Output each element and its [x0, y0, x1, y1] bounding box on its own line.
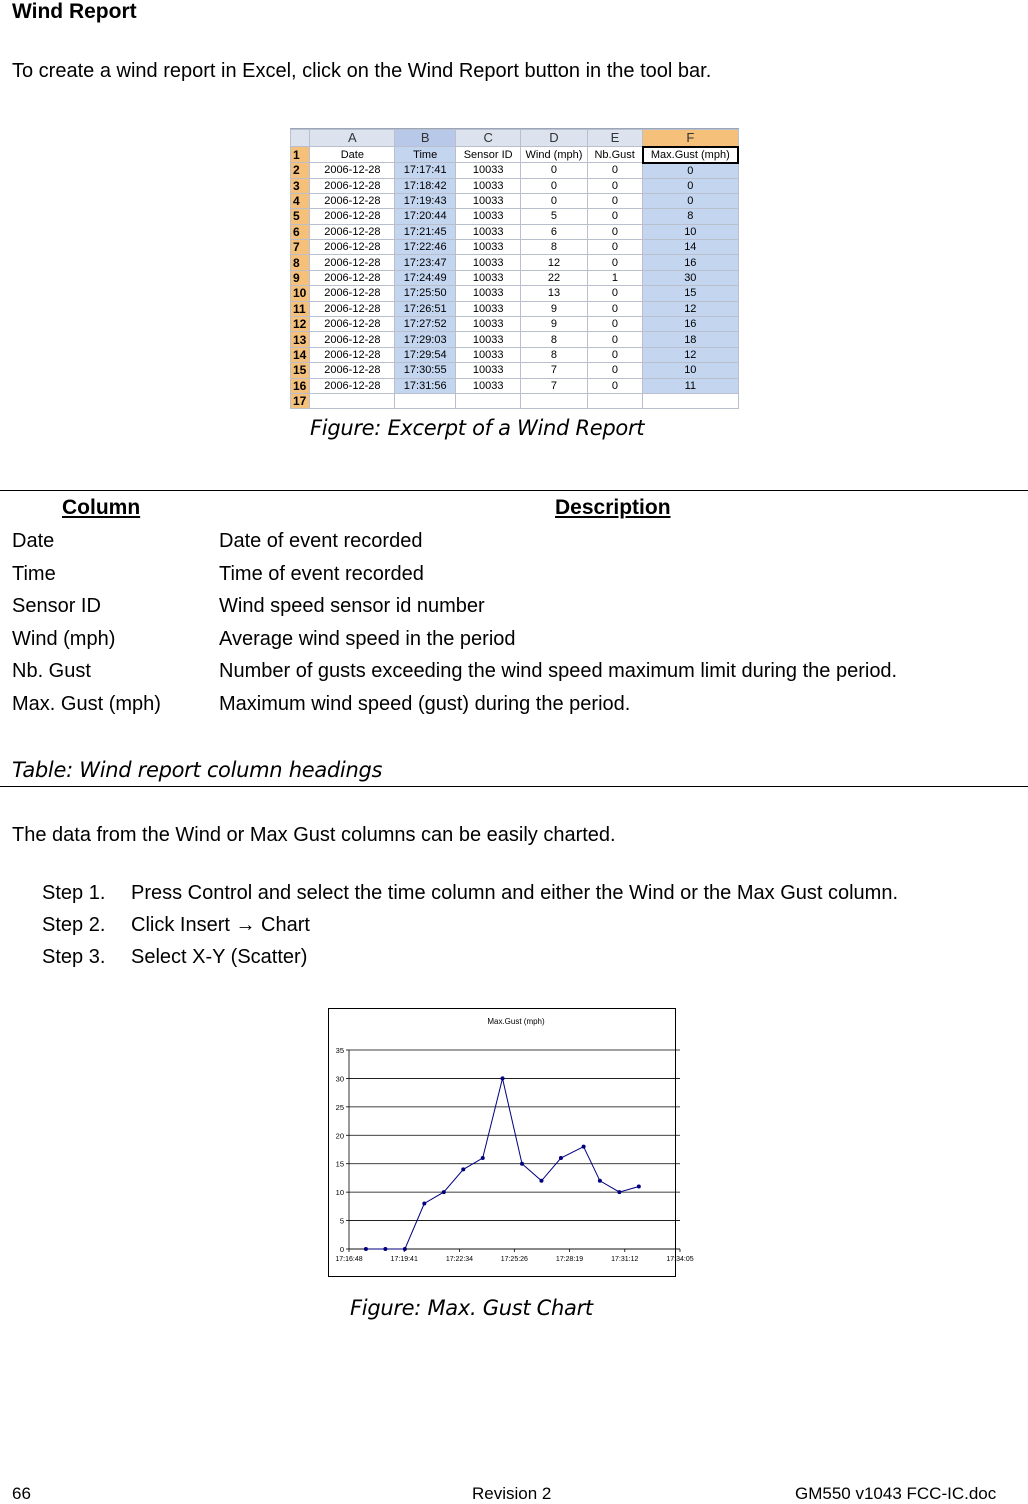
footer-page-number: 66: [12, 1484, 31, 1503]
step-text: Press Control and select the time column and either the Wind or the Max Gust column.: [131, 882, 899, 904]
sheet-time-cell: 17:25:50: [395, 286, 456, 301]
sheet-wind-cell: 12: [521, 255, 587, 270]
chart-data-point: [364, 1247, 368, 1251]
sheet-nbgust-cell: 0: [587, 209, 642, 224]
sheet-wind-cell: 8: [521, 347, 587, 362]
chart-y-tick-label: 20: [335, 1131, 344, 1141]
sheet-time-cell: 17:19:43: [395, 193, 456, 208]
sheet-cell: [521, 393, 587, 408]
step-text: Select X-Y (Scatter): [131, 946, 308, 968]
column-name: Wind (mph): [12, 627, 116, 650]
sheet-row-number: 2: [291, 163, 310, 179]
sheet-data-row: [291, 301, 739, 316]
sheet-column-letter: A: [310, 130, 395, 147]
sheet-date-cell: 2006-12-28: [310, 224, 395, 239]
sheet-wind-cell: 22: [521, 270, 587, 285]
sheet-nbgust-cell: 0: [587, 286, 642, 301]
sheet-nbgust-cell: 1: [587, 270, 642, 285]
sheet-cell: [456, 393, 521, 408]
chart-data-point: [442, 1190, 446, 1194]
sheet-nbgust-cell: 0: [587, 178, 642, 193]
step-label: Step 1.: [42, 882, 106, 904]
sheet-sensor-cell: 10033: [456, 224, 521, 239]
chart-x-tick-label: 17:22:34: [445, 1256, 474, 1263]
sheet-sensor-cell: 10033: [456, 332, 521, 347]
table-top-rule: [0, 490, 1028, 491]
figure-caption-wind-report: Figure: Excerpt of a Wind Report: [310, 416, 645, 440]
sheet-date-cell: 2006-12-28: [310, 317, 395, 332]
sheet-row-number: 9: [291, 270, 310, 285]
sheet-sensor-cell: 10033: [456, 178, 521, 193]
column-description: Wind speed sensor id number: [219, 595, 485, 618]
sheet-date-cell: 2006-12-28: [310, 347, 395, 362]
sheet-date-cell: 2006-12-28: [310, 240, 395, 255]
sheet-maxgust-cell: 12: [643, 347, 738, 362]
sheet-time-cell: 17:29:03: [395, 332, 456, 347]
sheet-nbgust-cell: 0: [587, 301, 642, 316]
sheet-header-cell: Sensor ID: [456, 147, 521, 163]
chart-data-point: [461, 1167, 465, 1171]
sheet-partial-row: [291, 393, 739, 408]
column-name: Max. Gust (mph): [12, 693, 161, 715]
column-name: Date: [12, 530, 55, 552]
chart-y-tick-label: 25: [335, 1102, 344, 1112]
sheet-time-cell: 17:27:52: [395, 317, 456, 332]
sheet-header-row: [291, 147, 739, 163]
intro-paragraph: To create a wind report in Excel, click on the Wind Report button in the tool bar.: [12, 60, 712, 82]
sheet-date-cell: 2006-12-28: [310, 301, 395, 316]
sheet-row-number: 17: [291, 393, 310, 408]
sheet-time-cell: 17:22:46: [395, 240, 456, 255]
sheet-wind-cell: 9: [521, 317, 587, 332]
sheet-data-row: [291, 209, 739, 224]
step-label: Step 2.: [42, 914, 106, 936]
sheet-row-number: 11: [291, 301, 310, 316]
sheet-column-letter: C: [456, 130, 521, 147]
sheet-data-row: [291, 270, 739, 285]
chart-x-tick-label: 17:16:48: [335, 1256, 363, 1263]
column-header-description: Description: [555, 496, 671, 519]
sheet-nbgust-cell: 0: [587, 193, 642, 208]
chart-data-point: [598, 1179, 602, 1183]
sheet-cell: [643, 393, 738, 408]
chart-x-tick-label: 17:19:41: [390, 1256, 418, 1263]
sheet-date-cell: 2006-12-28: [310, 332, 395, 347]
sheet-sensor-cell: 10033: [456, 209, 521, 224]
chart-data-point: [422, 1202, 426, 1206]
sheet-wind-cell: 7: [521, 378, 587, 393]
sheet-time-cell: 17:26:51: [395, 301, 456, 316]
sheet-data-row: [291, 193, 739, 208]
sheet-time-cell: 17:18:42: [395, 178, 456, 193]
chart-data-point: [539, 1179, 543, 1183]
chart-intro-paragraph: The data from the Wind or Max Gust columns can be easily charted.: [12, 824, 616, 846]
max-gust-chart: [328, 1008, 694, 1277]
chart-svg: [329, 1009, 694, 1278]
chart-data-point: [617, 1190, 621, 1194]
column-name: Sensor ID: [12, 595, 101, 618]
table-bottom-rule: [0, 786, 1028, 787]
sheet-sensor-cell: 10033: [456, 301, 521, 316]
sheet-row-number: 6: [291, 224, 310, 239]
sheet-row-number: 4: [291, 193, 310, 208]
sheet-header-cell: Date: [310, 147, 395, 163]
sheet-wind-cell: 8: [521, 332, 587, 347]
sheet-maxgust-cell: 16: [643, 317, 738, 332]
sheet-time-cell: 17:24:49: [395, 270, 456, 285]
sheet-wind-cell: 0: [521, 178, 587, 193]
sheet-nbgust-cell: 0: [587, 255, 642, 270]
sheet-row-number: 7: [291, 240, 310, 255]
sheet-wind-cell: 6: [521, 224, 587, 239]
sheet-sensor-cell: 10033: [456, 378, 521, 393]
sheet-sensor-cell: 10033: [456, 193, 521, 208]
column-description: Time of event recorded: [219, 562, 424, 585]
column-name: Nb. Gust: [12, 660, 91, 683]
sheet-nbgust-cell: 0: [587, 224, 642, 239]
sheet-wind-cell: 5: [521, 209, 587, 224]
sheet-data-row: [291, 317, 739, 332]
page-heading: Wind Report: [12, 0, 137, 23]
chart-y-tick-label: 0: [339, 1245, 344, 1254]
sheet-maxgust-cell: 8: [643, 209, 738, 224]
chart-y-tick-label: 15: [335, 1159, 344, 1169]
column-description: Number of gusts exceeding the wind speed maximum limit during the period.: [219, 660, 898, 683]
sheet-cell: [310, 393, 395, 408]
sheet-data-row: [291, 332, 739, 347]
sheet-column-letter: E: [587, 130, 642, 147]
column-header-column: Column: [62, 496, 141, 519]
sheet-maxgust-cell: 0: [643, 178, 738, 193]
sheet-data-row: [291, 224, 739, 239]
sheet-sensor-cell: 10033: [456, 317, 521, 332]
sheet-column-letter: B: [395, 130, 456, 147]
sheet-row-number: 8: [291, 255, 310, 270]
sheet-wind-cell: 0: [521, 163, 587, 179]
column-description: Maximum wind speed (gust) during the period.: [219, 693, 631, 715]
sheet-date-cell: 2006-12-28: [310, 270, 395, 285]
chart-y-tick-label: 5: [339, 1216, 344, 1226]
sheet-time-cell: 17:29:54: [395, 347, 456, 362]
wind-report-spreadsheet: [290, 128, 739, 409]
sheet-header-cell: Max.Gust (mph): [643, 147, 738, 163]
chart-data-point: [582, 1145, 586, 1149]
chart-x-tick-label: 17:34:05: [666, 1256, 694, 1263]
sheet-row-number: 14: [291, 347, 310, 362]
sheet-wind-cell: 8: [521, 240, 587, 255]
sheet-time-cell: 17:31:56: [395, 378, 456, 393]
sheet-row-number: 12: [291, 317, 310, 332]
sheet-nbgust-cell: 0: [587, 378, 642, 393]
sheet-sensor-cell: 10033: [456, 347, 521, 362]
chart-data-point: [520, 1162, 524, 1166]
sheet-maxgust-cell: 0: [643, 193, 738, 208]
sheet-wind-cell: 0: [521, 193, 587, 208]
sheet-header-cell: Wind (mph): [521, 147, 587, 163]
sheet-sensor-cell: 10033: [456, 163, 521, 179]
chart-data-point: [383, 1247, 387, 1251]
sheet-data-row: [291, 378, 739, 393]
sheet-maxgust-cell: 15: [643, 286, 738, 301]
sheet-maxgust-cell: 16: [643, 255, 738, 270]
sheet-data-row: [291, 363, 739, 378]
chart-data-point: [481, 1156, 485, 1160]
chart-y-tick-label: 35: [335, 1046, 344, 1055]
step-text: Click Insert → Chart: [131, 914, 310, 936]
chart-y-tick-label: 10: [335, 1188, 344, 1198]
sheet-header-cell: Nb.Gust: [587, 147, 642, 163]
sheet-row-number: 5: [291, 209, 310, 224]
sheet-maxgust-cell: 30: [643, 270, 738, 285]
sheet-maxgust-cell: 14: [643, 240, 738, 255]
sheet-cell: [395, 393, 456, 408]
sheet-data-row: [291, 163, 739, 179]
column-description: Date of event recorded: [219, 530, 423, 552]
chart-x-tick-label: 17:31:12: [611, 1256, 639, 1263]
sheet-date-cell: 2006-12-28: [310, 193, 395, 208]
sheet-header-cell: Time: [395, 147, 456, 163]
chart-x-tick-label: 17:25:26: [500, 1256, 528, 1263]
column-name: Time: [12, 562, 56, 585]
sheet-row-number: 3: [291, 178, 310, 193]
sheet-nbgust-cell: 0: [587, 332, 642, 347]
step-label: Step 3.: [42, 946, 106, 968]
sheet-nbgust-cell: 0: [587, 163, 642, 179]
sheet-maxgust-cell: 0: [643, 163, 738, 179]
sheet-date-cell: 2006-12-28: [310, 363, 395, 378]
sheet-data-row: [291, 240, 739, 255]
sheet-row-number: 1: [291, 147, 310, 163]
sheet-corner: [291, 130, 310, 147]
sheet-row-number: 16: [291, 378, 310, 393]
sheet-nbgust-cell: 0: [587, 347, 642, 362]
footer-doc-name: GM550 v1043 FCC-IC.doc: [795, 1484, 997, 1503]
sheet-time-cell: 17:21:45: [395, 224, 456, 239]
table-caption: Table: Wind report column headings: [12, 758, 383, 782]
sheet-date-cell: 2006-12-28: [310, 378, 395, 393]
sheet-time-cell: 17:17:41: [395, 163, 456, 179]
sheet-time-cell: 17:30:55: [395, 363, 456, 378]
sheet-sensor-cell: 10033: [456, 255, 521, 270]
sheet-wind-cell: 7: [521, 363, 587, 378]
figure-caption-max-gust: Figure: Max. Gust Chart: [350, 1296, 593, 1320]
sheet-maxgust-cell: 10: [643, 363, 738, 378]
sheet-column-letters: [291, 130, 739, 147]
sheet-date-cell: 2006-12-28: [310, 286, 395, 301]
sheet-wind-cell: 9: [521, 301, 587, 316]
chart-data-point: [637, 1184, 641, 1188]
footer-revision: Revision 2: [472, 1484, 552, 1503]
sheet-date-cell: 2006-12-28: [310, 255, 395, 270]
sheet-row-number: 13: [291, 332, 310, 347]
sheet-date-cell: 2006-12-28: [310, 209, 395, 224]
sheet-data-row: [291, 178, 739, 193]
sheet-cell: [587, 393, 642, 408]
sheet-wind-cell: 13: [521, 286, 587, 301]
chart-y-tick-label: 30: [335, 1074, 344, 1084]
chart-title: Max.Gust (mph): [487, 1017, 545, 1026]
sheet-sensor-cell: 10033: [456, 270, 521, 285]
column-description: Average wind speed in the period: [219, 627, 516, 650]
sheet-column-letter: F: [643, 130, 738, 147]
chart-data-point: [559, 1156, 563, 1160]
sheet-row-number: 10: [291, 286, 310, 301]
sheet-data-row: [291, 347, 739, 362]
sheet-maxgust-cell: 18: [643, 332, 738, 347]
sheet-nbgust-cell: 0: [587, 240, 642, 255]
sheet-nbgust-cell: 0: [587, 363, 642, 378]
sheet-data-row: [291, 255, 739, 270]
chart-x-tick-label: 17:28:19: [555, 1256, 584, 1263]
sheet-maxgust-cell: 10: [643, 224, 738, 239]
sheet-nbgust-cell: 0: [587, 317, 642, 332]
sheet-maxgust-cell: 12: [643, 301, 738, 316]
sheet-time-cell: 17:23:47: [395, 255, 456, 270]
sheet-data-row: [291, 286, 739, 301]
sheet-sensor-cell: 10033: [456, 240, 521, 255]
sheet-time-cell: 17:20:44: [395, 209, 456, 224]
sheet-date-cell: 2006-12-28: [310, 178, 395, 193]
chart-data-point: [501, 1076, 505, 1080]
sheet-row-number: 15: [291, 363, 310, 378]
sheet-column-letter: D: [521, 130, 587, 147]
chart-data-point: [403, 1247, 407, 1251]
sheet-sensor-cell: 10033: [456, 363, 521, 378]
sheet-date-cell: 2006-12-28: [310, 163, 395, 179]
sheet-sensor-cell: 10033: [456, 286, 521, 301]
sheet-maxgust-cell: 11: [643, 378, 738, 393]
